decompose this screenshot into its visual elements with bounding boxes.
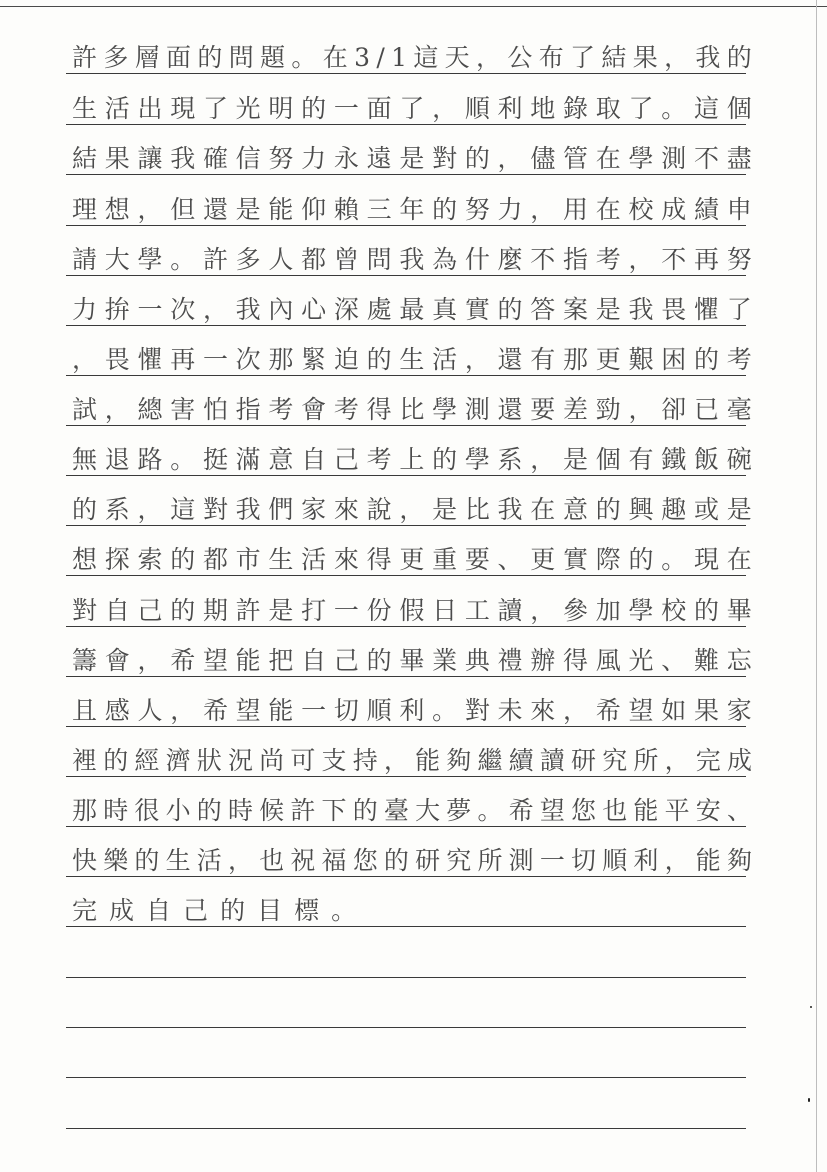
text-line: 力 拚 一 次 ， 我 內 心 深 處 最 真 實 的 答 案 是 我 畏 懼 了 xyxy=(72,295,752,324)
ruled-line xyxy=(66,575,746,576)
text-line: 那 時 很 小 的 時 候 許 下 的 臺 大 夢 。 希 望 您 也 能 平 安 、 xyxy=(72,796,752,825)
ruled-line xyxy=(66,1077,746,1078)
text-line: 快 樂 的 生 活 ， 也 祝 福 您 的 研 究 所 測 一 切 順 利 ， 能 夠 xyxy=(72,846,752,875)
ruled-line xyxy=(66,1128,746,1129)
text-line: 許 多 層 面 的 問 題 。 在 3 / 1 這 天 ， 公 布 了 結 果 ， 我 的 xyxy=(72,43,752,72)
text-line: 且 感 人 ， 希 望 能 一 切 順 利 。 對 未 來 ， 希 望 如 果 家 xyxy=(72,696,752,725)
ruled-line xyxy=(66,275,746,276)
text-line: 想 探 索 的 都 市 生 活 來 得 更 重 要 、 更 實 際 的 。 現 在 xyxy=(72,545,752,574)
page-top-edge xyxy=(0,6,827,7)
text-line: ， 畏 懼 再 一 次 那 緊 迫 的 生 活 ， 還 有 那 更 艱 困 的 考 xyxy=(72,345,752,374)
ruled-line xyxy=(66,776,746,777)
text-line: 結 果 讓 我 確 信 努 力 永 遠 是 對 的 ， 儘 管 在 學 測 不 盡 xyxy=(72,144,752,173)
ruled-line xyxy=(66,525,746,526)
ruled-line xyxy=(66,124,746,125)
ruled-line xyxy=(66,826,746,827)
text-line: 的 系 ， 這 對 我 們 家 來 說 ， 是 比 我 在 意 的 興 趣 或 是 xyxy=(72,495,752,524)
ruled-line xyxy=(66,926,746,927)
ruled-line xyxy=(66,1027,746,1028)
ruled-line xyxy=(66,475,746,476)
page-right-edge xyxy=(816,0,817,1172)
ruled-line xyxy=(66,726,746,727)
ruled-line xyxy=(66,977,746,978)
ruled-line xyxy=(66,425,746,426)
text-line: 請 大 學 。 許 多 人 都 曾 問 我 為 什 麼 不 指 考 ， 不 再 努 xyxy=(72,245,752,274)
ruled-line xyxy=(66,676,746,677)
text-line: 試 ， 總 害 怕 指 考 會 考 得 比 學 測 還 要 差 勁 ， 卻 已 毫 xyxy=(72,395,752,424)
ruled-line xyxy=(66,225,746,226)
ruled-line xyxy=(66,375,746,376)
text-line: 裡 的 經 濟 狀 況 尚 可 支 持 ， 能 夠 繼 續 讀 研 究 所 ， 完 成 xyxy=(72,746,752,775)
ink-speck xyxy=(810,1006,812,1008)
text-line: 籌 會 ， 希 望 能 把 自 己 的 畢 業 典 禮 辦 得 風 光 、 難 忘 xyxy=(72,646,752,675)
text-line: 完 成 自 己 的 目 標 。 xyxy=(72,896,357,925)
text-line: 對 自 己 的 期 許 是 打 一 份 假 日 工 讀 ， 參 加 學 校 的 畢 xyxy=(72,596,752,625)
ruled-line xyxy=(66,325,746,326)
ruled-line xyxy=(66,626,746,627)
ruled-line xyxy=(66,174,746,175)
ink-speck xyxy=(808,1098,810,1102)
text-line: 無 退 路 。 挺 滿 意 自 己 考 上 的 學 系 ， 是 個 有 鐵 飯 碗 xyxy=(72,445,752,474)
ruled-line xyxy=(66,73,746,74)
text-line: 生 活 出 現 了 光 明 的 一 面 了 ， 順 利 地 錄 取 了 。 這 個 xyxy=(72,94,752,123)
text-line: 理 想 ， 但 還 是 能 仰 賴 三 年 的 努 力 ， 用 在 校 成 績 申 xyxy=(72,195,752,224)
ruled-line xyxy=(66,876,746,877)
